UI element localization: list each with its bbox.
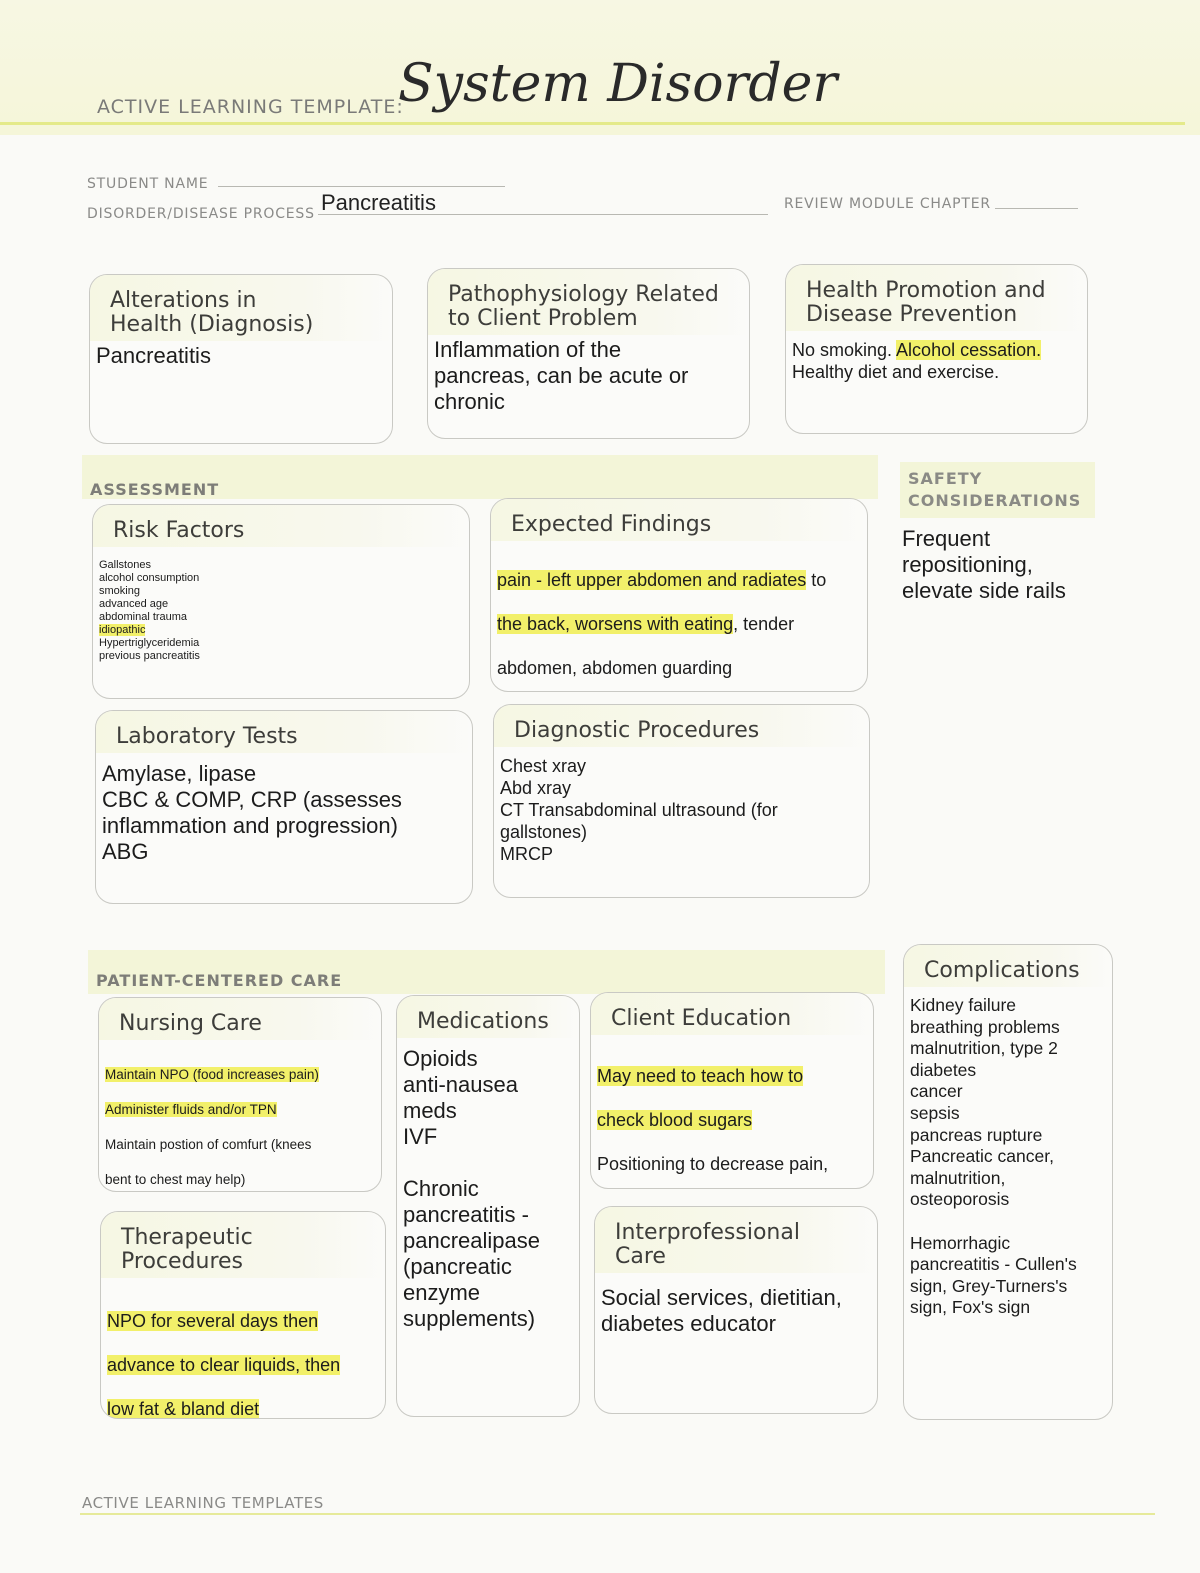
patient-care-heading: PATIENT-CENTERED CARE (96, 971, 343, 990)
nursing-care-title: Nursing Care (99, 998, 381, 1040)
interprofessional-care-box (594, 1206, 878, 1414)
laboratory-tests-box (95, 710, 473, 904)
template-label: ACTIVE LEARNING TEMPLATE: (97, 96, 404, 118)
complications-box (903, 944, 1113, 1420)
pathophysiology-body: Inflammation of the pancreas, can be acute or chronic (434, 337, 689, 414)
expected-findings-title: Expected Findings (491, 499, 867, 541)
student-name-line (218, 186, 505, 187)
diagnostic-procedures-box (493, 704, 870, 898)
disorder-label: DISORDER/DISEASE PROCESS (87, 206, 315, 222)
risk-factors-title: Risk Factors (93, 505, 469, 547)
medications-title: Medications (397, 996, 579, 1038)
pathophysiology-box (427, 268, 750, 439)
safety-heading: SAFETY CONSIDERATIONS (900, 462, 1095, 518)
risk-factor-item: abdominal trauma (99, 611, 188, 623)
review-module-label: REVIEW MODULE CHAPTER (784, 196, 991, 212)
complications-body: Kidney failure breathing problems malnutrition, type 2 diabetes cancer sepsis pancreas rupture Pancreatic cancer, malnutrition, osteoporosis Hemorrhagic pancreatitis - Cullen's sign, Grey-Turners's sign, Fox's sign (910, 995, 1077, 1318)
laboratory-tests-title: Laboratory Tests (96, 711, 472, 753)
expected-findings-box (490, 498, 868, 692)
risk-factor-item: advanced age (99, 598, 169, 610)
therapeutic-procedures-body: NPO for several days then advance to clear liquids, then low fat & bland diet (101, 1278, 385, 1419)
client-education-body: May need to teach how to check blood sugars Positioning to decrease pain, (597, 1066, 829, 1174)
therapeutic-procedures-box (100, 1211, 386, 1419)
client-education-title: Client Education (591, 993, 873, 1035)
alterations-box (89, 274, 393, 444)
risk-factor-item: smoking (99, 585, 140, 597)
header-rule (0, 122, 1185, 125)
therapeutic-procedures-title: Therapeutic Procedures (101, 1212, 385, 1278)
medications-box (396, 995, 580, 1417)
template-title: System Disorder (398, 54, 838, 114)
client-education-box (590, 992, 874, 1189)
risk-factor-item: Hypertriglyceridemia (99, 637, 200, 649)
assessment-heading: ASSESSMENT (90, 480, 220, 499)
health-promotion-title: Health Promotion and Disease Prevention (786, 265, 1087, 331)
health-promotion-body: No smoking. Alcohol cessation. Healthy diet and exercise. (792, 340, 1042, 382)
review-module-line (995, 208, 1078, 209)
disorder-field[interactable]: Pancreatitis (321, 190, 436, 215)
interprofessional-care-title: Interprofessional Care (595, 1207, 877, 1273)
health-promotion-box (785, 264, 1088, 434)
alterations-title: Alterations in Health (Diagnosis) (90, 275, 392, 341)
diagnostic-procedures-body: Chest xray Abd xray CT Transabdominal ultrasound (for gallstones) MRCP (500, 756, 778, 864)
laboratory-tests-body: Amylase, lipase CBC & COMP, CRP (assesses inflammation and progression) ABG (102, 761, 402, 864)
expected-findings-body: pain - left upper abdomen and radiates to the back, worsens with eating, tender abdomen, abdomen guarding (497, 570, 827, 678)
risk-factor-item: previous pancreatitis (99, 650, 200, 662)
risk-factors-list (93, 547, 469, 663)
nursing-care-box (98, 997, 382, 1192)
medications-body: Opioids anti-nausea meds IVF Chronic pancreatitis - pancrealipase (pancreatic enzyme supplements) (403, 1046, 540, 1331)
alterations-body: Pancreatitis (96, 343, 211, 368)
complications-title: Complications (904, 945, 1112, 987)
risk-factors-box (92, 504, 470, 699)
pathophysiology-title: Pathophysiology Related to Client Problem (428, 269, 749, 335)
footer-rule (80, 1513, 1155, 1515)
diagnostic-procedures-title: Diagnostic Procedures (494, 705, 869, 747)
footer-label: ACTIVE LEARNING TEMPLATES (82, 1494, 324, 1512)
risk-factor-item: Gallstones (99, 559, 151, 571)
safety-body: Frequent repositioning, elevate side rails (902, 526, 1066, 603)
nursing-care-body: Maintain NPO (food increases pain) Administer fluids and/or TPN Maintain postion of comfurt (knees bent to chest may help) (105, 1066, 319, 1187)
risk-factor-item: idiopathic (99, 624, 146, 636)
interprofessional-care-body: Social services, dietitian, diabetes educator (601, 1285, 842, 1336)
risk-factor-item: alcohol consumption (99, 572, 200, 584)
student-name-label: STUDENT NAME (87, 176, 209, 192)
